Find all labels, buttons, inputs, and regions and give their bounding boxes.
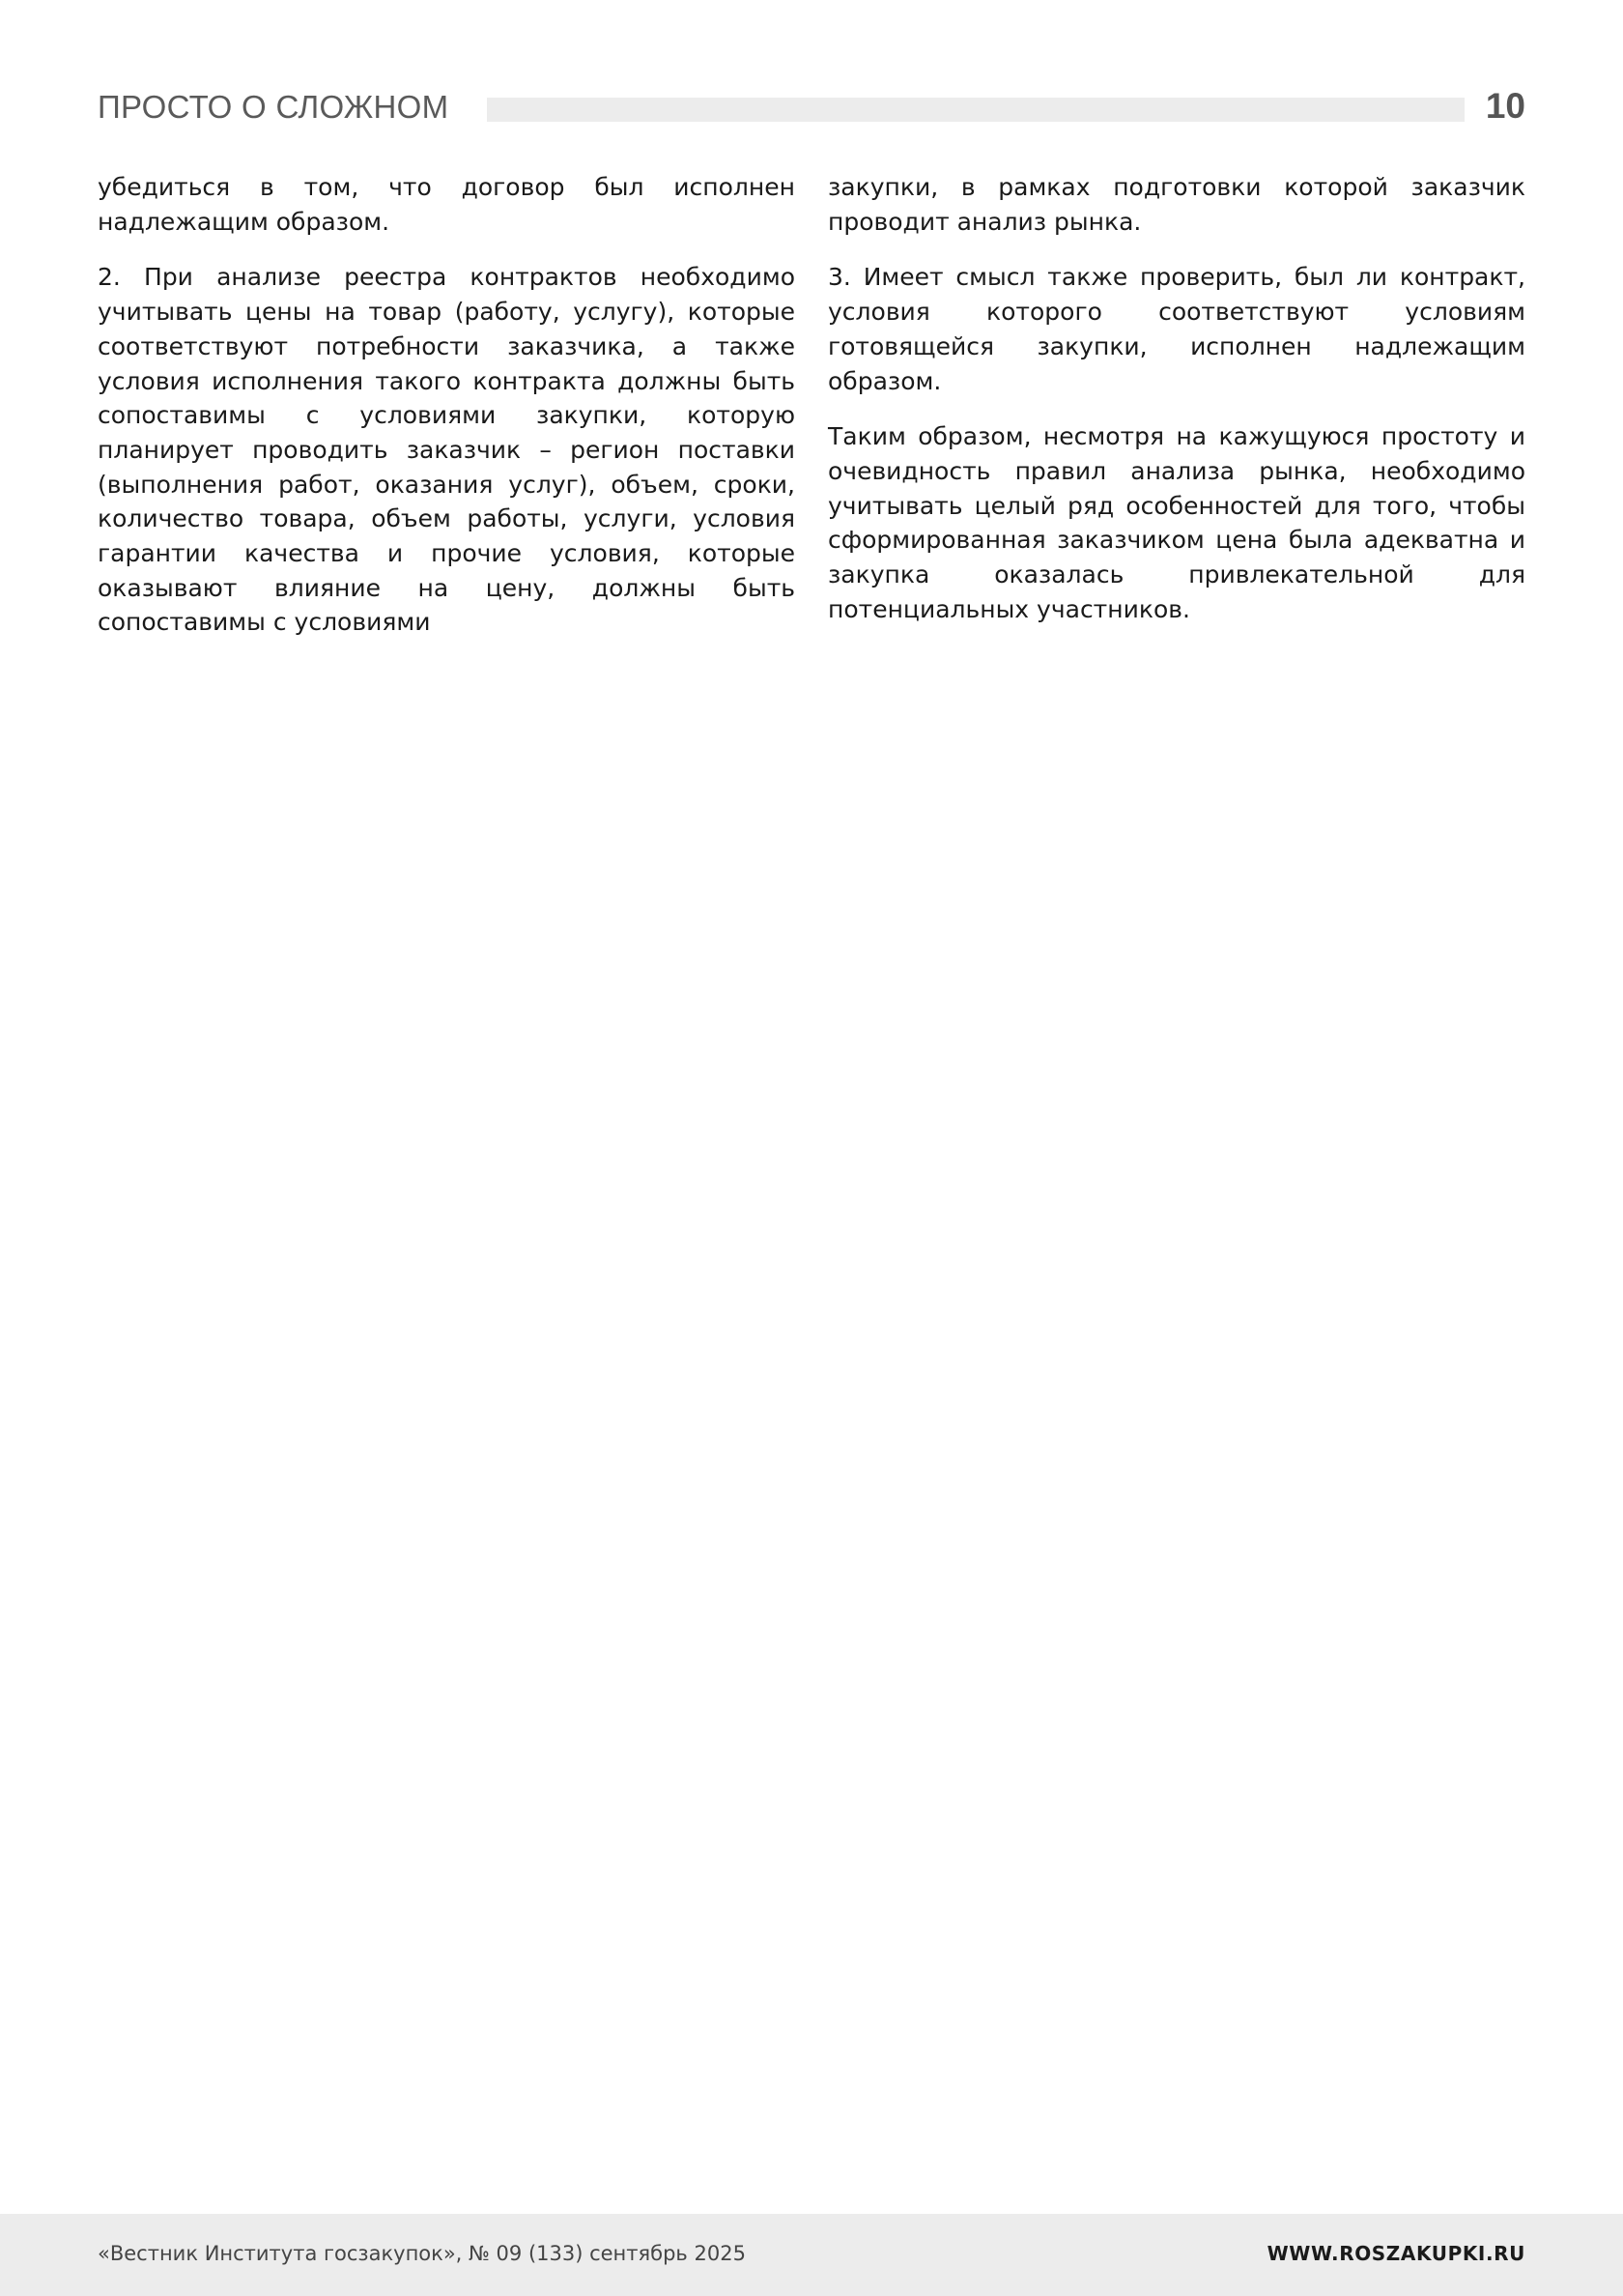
left-column — [98, 170, 795, 661]
page-number: 10 — [1485, 86, 1525, 126]
paragraph: убедиться в том, что договор был исполнен надлежащим образом. — [98, 173, 795, 236]
page-header — [98, 85, 1525, 133]
header-divider-bar — [487, 98, 1465, 122]
paragraph: 3. Имеет смысл также проверить, был ли контракт, условия которого соответствуют условиям готовящейся закупки, исполнен надлежащим образом. — [828, 263, 1525, 395]
website-link[interactable]: WWW.ROSZAKUPKI.RU — [1267, 2242, 1525, 2265]
paragraph: Таким образом, несмотря на кажущуюся простоту и очевидность правил анализа рынка, необходимо учитывать целый ряд особенностей для того, чтобы сформированная заказчиком цена была адекватна и закупка оказалась привлекательной для потенциальных участников. — [828, 422, 1525, 623]
paragraph: закупки, в рамках подготовки которой заказчик проводит анализ рынка. — [828, 173, 1525, 236]
journal-citation: «Вестник Института госзакупок», № 09 (133) сентябрь 2025 — [98, 2242, 746, 2265]
right-column — [828, 170, 1525, 647]
page-footer — [0, 2214, 1623, 2296]
paragraph: 2. При анализе реестра контрактов необходимо учитывать цены на товар (работу, услугу), которые соответствуют потребности заказчика, а также условия исполнения такого контракта должны быть сопоставимы с условиями закупки, которую планирует проводить заказчик – регион поставки (выполнения работ, оказания услуг), объем, сроки, количество товара, объем работы, услуги, условия гарантии качества и прочие условия, которые оказывают влияние на цену, должны быть сопоставимы с условиями — [98, 263, 795, 637]
section-title: ПРОСТО О СЛОЖНОМ — [98, 89, 449, 125]
